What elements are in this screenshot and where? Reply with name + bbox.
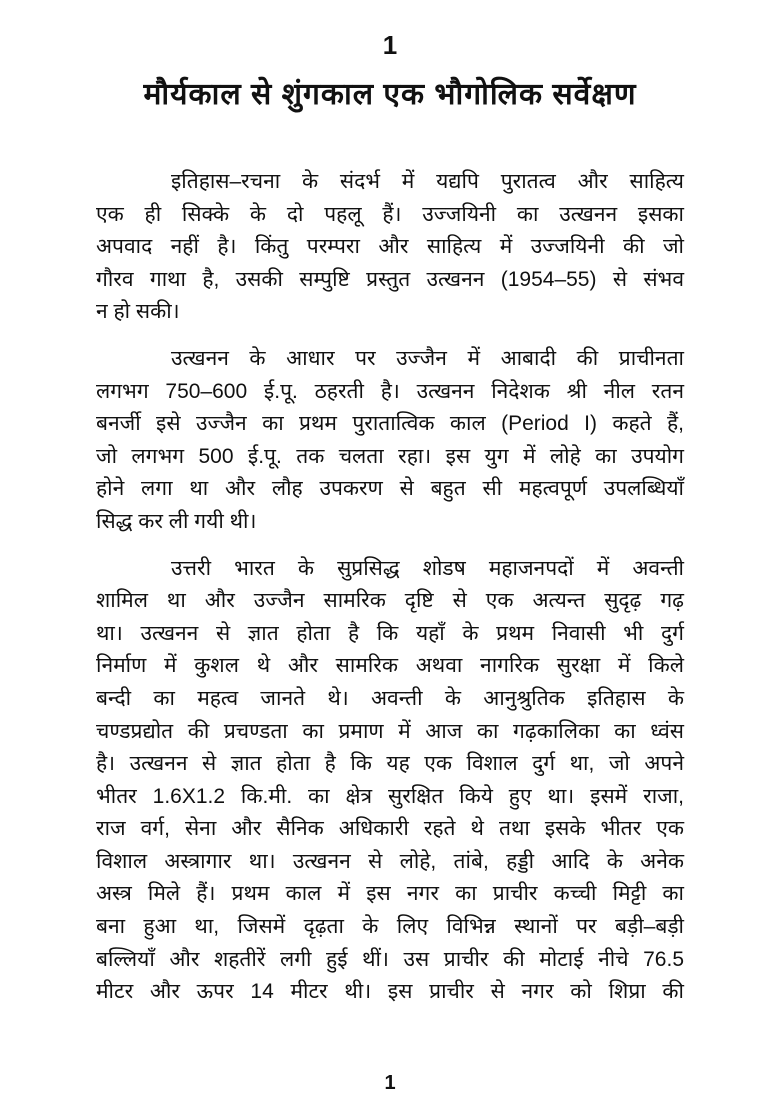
text-line: लगभग 750–600 ई.पू. ठहरती है। उत्खनन निदेशक श्री नील रतन [96,379,684,403]
text-line: जो लगभग 500 ई.पू. तक चलता रहा। इस युग में लोहे का उपयोग [96,444,684,468]
text-line: शामिल था और उज्जैन सामरिक दृष्टि से एक अत्यन्त सुदृढ़ गढ़ [96,589,684,613]
text-line: भीतर 1.6X1.2 कि.मी. का क्षेत्र सुरक्षित किये हुए था। इसमें राजा, [96,784,684,808]
text-line: बना हुआ था, जिसमें दृढ़ता के लिए विभिन्न स्थानों पर बड़ी–बड़ी [96,915,684,939]
body-text [96,166,684,1023]
text-line: एक ही सिक्के के दो पहलू हैं। उज्जयिनी का उत्खनन इसका [96,202,684,226]
text-line: मीटर और ऊपर 14 मीटर थी। इस प्राचीर से नगर को शिप्रा की [96,980,684,1004]
paragraph [96,166,684,329]
text-line: अस्त्र मिले हैं। प्रथम काल में इस नगर का प्राचीर कच्ची मिट्टी का [96,882,684,906]
text-line: था। उत्खनन से ज्ञात होता है कि यहाँ के प्रथम निवासी भी दुर्ग [96,621,684,645]
text-line: उत्तरी भारत के सुप्रसिद्ध शोडष महाजनपदों में अवन्ती [171,556,684,580]
text-line: है। उत्खनन से ज्ञात होता है कि यह एक विशाल दुर्ग था, जो अपने [96,752,684,776]
text-line: बन्दी का महत्व जानते थे। अवन्ती के आनुश्रुतिक इतिहास के [96,686,684,710]
paragraph [96,553,684,1009]
text-line: सिद्ध कर ली गयी थी। [96,509,257,533]
chapter-title: मौर्यकाल से शुंगकाल एक भौगोलिक सर्वेक्षण [143,78,637,111]
text-line: अपवाद नहीं है। किंतु परम्परा और साहित्य में उज्जयिनी की जो [96,235,684,259]
text-line: न हो सकी। [96,300,180,324]
text-line: राज वर्ग, सेना और सैनिक अधिकारी रहते थे तथा इसके भीतर एक [96,817,684,841]
paragraph [96,343,684,539]
text-line: चण्डप्रद्योत की प्रचण्डता का प्रमाण में आज का गढ़कालिका का ध्वंस [96,719,684,743]
text-line: होने लगा था और लौह उपकरण से बहुत सी महत्वपूर्ण उपलब्धियाँ [96,477,684,501]
page-number: 1 [384,1072,396,1094]
text-line: बल्लियाँ और शहतीरें लगी हुई थीं। उस प्राचीर की मोटाई नीचे 76.5 [96,947,684,971]
text-line: गौरव गाथा है, उसकी सम्पुष्टि प्रस्तुत उत्खनन (1954–55) से संभव [96,267,684,291]
text-line: विशाल अस्त्रागार था। उत्खनन से लोहे, तांबे, हड्डी आदि के अनेक [96,849,684,873]
text-line: बनर्जी इसे उज्जैन का प्रथम पुरातात्विक काल (Period I) कहते हैं, [96,412,684,436]
text-line: निर्माण में कुशल थे और सामरिक अथवा नागरिक सुरक्षा में किले [96,654,684,678]
text-line: इतिहास–रचना के संदर्भ में यद्यपि पुरातत्व और साहित्य [171,170,684,193]
chapter-number: 1 [382,30,398,60]
text-line: उत्खनन के आधार पर उज्जैन में आबादी की प्राचीनता [171,346,684,370]
